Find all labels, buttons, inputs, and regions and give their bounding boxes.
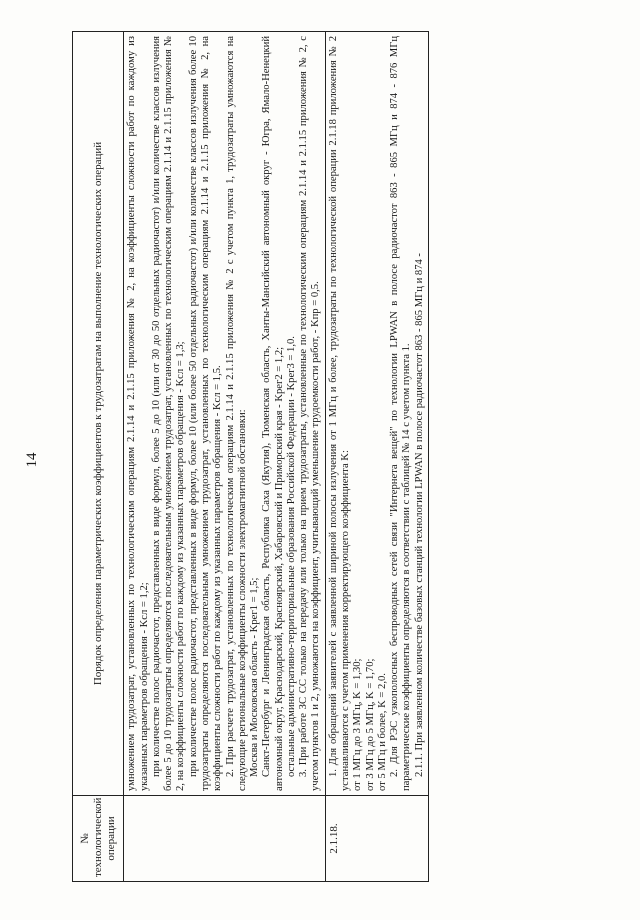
table-header-row xyxy=(73,32,124,882)
paragraph: остальные административно-территориальные образования Российской Федерации - Kрег3 = 1,0. xyxy=(285,336,297,777)
paragraph: при количестве полос радиочастот, представленных в виде формул, более 10 (или более 50 отдельных радиочастот) и/или количестве классов излучения более 10 трудозатраты определяются последовательным умножением трудозатрат, установленных по технологическим операциям 2.1.14 и 2.1.15 приложения № 2, на коэффициенты сложности работ по каждому из указанных параметров обращения - Kсл = 1,5. xyxy=(187,36,224,791)
paragraph: 2. При расчете трудозатрат, установленных по технологическим операциям 2.1.14 и 2.1.15 приложения № 2 с учетом пункта 1, трудозатраты умножаются на следующие региональные коэффициенты сложности электромагнитной обстановки: xyxy=(224,36,248,791)
paragraph: от 5 МГц и более, K = 2,0. xyxy=(376,673,388,791)
paragraph: 3. При работе ЗС СС только на передачу или только на прием трудозатраты, установленные по технологическим операциям 2.1.14 и 2.1.15 приложения № 2, с учетом пунктов 1 и 2, умножаются на коэффициент, учитывающий уменьшение трудоемкости работ, - Kпр = 0,5. xyxy=(298,36,322,791)
paragraph: Санкт-Петербург и Ленинградская область, Республика Саха (Якутия), Тюменская область, Ханты-Мансийский автономный округ - Югра, Ямало-Ненецкий автономный округ, Краснодарский, Красноярский, Хабаровский и Приморский края - Kрег2 = 1,2; xyxy=(261,36,285,791)
paragraph: от 1 МГц до 3 МГц, K = 1,30; xyxy=(352,658,364,791)
table-row xyxy=(124,32,326,882)
operation-number-cell: 2.1.18. xyxy=(325,796,428,882)
paragraph: Москва и Московская область - Kрег1 = 1,5; xyxy=(249,577,261,777)
paragraph: при количестве полос радиочастот, представленных в виде формул, более 5 до 10 (или от 30 до 50 отдельных радиочастот) и/или количестве классов излучения более 5 до 10 трудозатраты определяются последовательным умножением трудозатрат, установленных по технологическим операциям 2.1.14 и 2.1.15 приложения № 2, на коэффициенты сложности работ по каждому из указанных параметров обращения - Kсл = 1,3; xyxy=(150,36,187,791)
column-header-procedure: Порядок определения параметрических коэффициентов к трудозатратам на выполнение технологических операций xyxy=(73,32,124,796)
procedure-cell xyxy=(124,32,326,796)
paragraph: 1. Для обращений заявителей с заявленной шириной полосы излучения от 1 МГц и более, трудозатраты по технологической операции 2.1.18 приложения № 2 устанавливаются с учетом применения корректирующего коэффициента K: xyxy=(327,36,352,791)
operation-number-cell xyxy=(124,796,326,882)
paragraph: умножением трудозатрат, установленных по технологическим операциям 2.1.14 и 2.1.15 приложения № 2, на коэффициенты сложности работ по каждому из указанных параметров обращения - Kсл = 1,2; xyxy=(126,36,150,791)
rotated-page-content xyxy=(20,20,620,900)
operations-table xyxy=(72,31,429,882)
procedure-cell xyxy=(325,32,428,796)
paragraph: от 3 МГц до 5 МГц, K = 1,70; xyxy=(364,658,376,791)
paragraph: 2.1.1. При заявленном количестве базовых станций технологии LPWAN в полосе радиочастот 863 - 865 МГц и 874 - xyxy=(413,253,425,777)
page-number: 14 xyxy=(24,452,40,468)
table-row xyxy=(325,32,428,882)
column-header-number: № технологической операции xyxy=(73,796,124,882)
paragraph: 2. Для РЭС узкополосных беспроводных сетей связи "Интернета вещей" по технологии LPWAN в полосе радиочастот 863 - 865 МГц и 874 - 876 МГц параметрические коэффициенты определяются в соответствии с таблицей № 14 с учетом пункта 1. xyxy=(389,36,413,791)
